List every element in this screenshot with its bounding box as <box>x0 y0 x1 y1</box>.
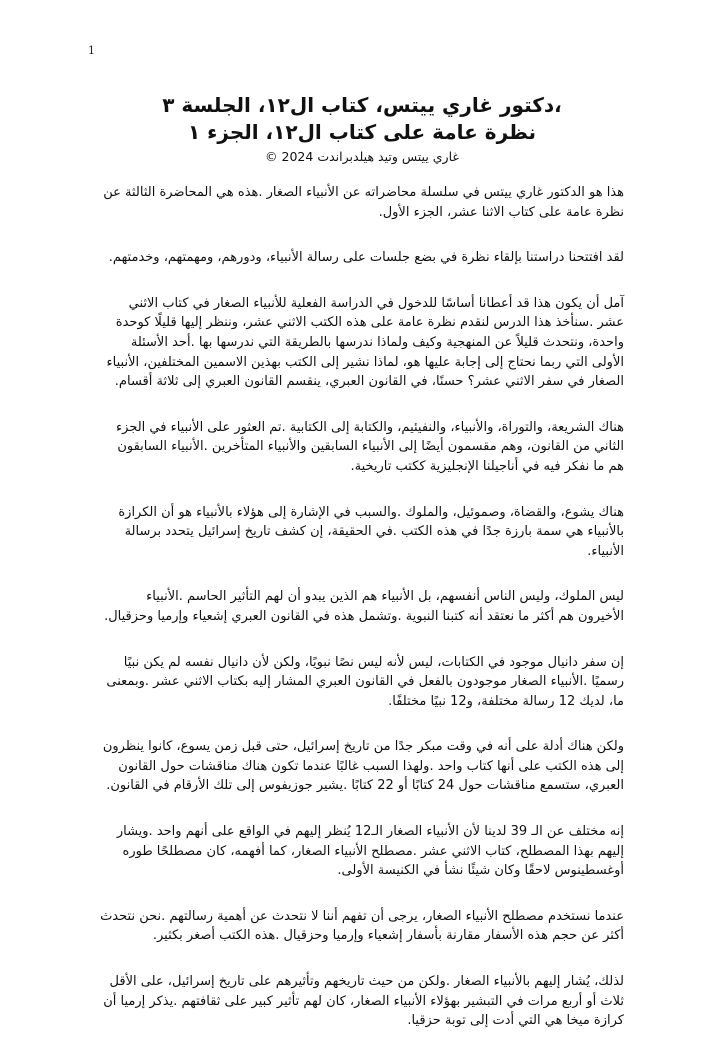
paragraph-7: إن سفر دانيال موجود في الكتابات، ليس لأنه ليس نصًا نبويًا، ولكن لأن دانيال نفسه لم يكن نبيًا رسميًا .الأنبياء الصغار موجودون بالفعل في القانون العبري المشار إليه بكتاب الاثني عشر .وبمعنى ما، لديك 12 رسالة مختلفة، و12 نبيًا مختلفًا. <box>106 654 624 709</box>
paragraph-4: هناك الشريعة، والتوراة، والأنبياء، والنفيئيم، والكتابة إلى الكتابية .تم العثور على الأنبياء في الجزء الثاني من القانون، وهم مقسمون أيضًا إلى الأنبياء السابقين والأنبياء المتأخرين .الأنبياء السابقون هم ما نفكر فيه في أناجيلنا الإنجليزية ككتب تاريخية. <box>116 419 624 474</box>
document-body <box>100 183 624 1057</box>
paragraph-5: هناك يشوع، والقضاة، وصموئيل، والملوك .والسبب في الإشارة إلى هؤلاء بالأنبياء هو أن الكرازة بالأنبياء هي سمة بارزة جدًا في هذه الكتب .في الحقيقة، إن كشف تاريخ إسرائيل يتحدد برسالة الأنبياء. <box>118 504 624 559</box>
title-line-2: نظرة عامة على كتاب ال١٢، الجزء ١ <box>187 120 537 144</box>
author-copyright: غاري ييتس وتيد هيلدبراندت 2024 © <box>265 149 459 164</box>
paragraph-8: ولكن هناك أدلة على أنه في وقت مبكر جدًا من تاريخ إسرائيل، حتى قبل زمن يسوع، كانوا ينظرون إلى هذه الكتب على أنها كتاب واحد .ولهذا السبب غالبًا عندما تكون هناك مناقشات حول القانون العبري، ستسمع مناقشات حول 24 كتابًا أو 22 كتابًا .يشير جوزيفوس إلى تلك الأرقام في القانون. <box>102 739 624 794</box>
paragraph-11: لذلك، يُشار إليهم بالأنبياء الصغار .ولكن من حيث تاريخهم وتأثيرهم على تاريخ إسرائيل، على الأقل ثلاث أو أربع مرات في التبشير بهؤلاء الأنبياء الصغار، كان لهم تأثير كبير على ثقافتهم .يذكر إرميا أن كرازة ميخا هي التي أدت إلى توبة حزقيا. <box>103 974 624 1029</box>
paragraph-2: لقد افتتحنا دراستنا بإلقاء نظرة في بضع جلسات على رسالة الأنبياء، ودورهم، ومهمتهم، وخدمتهم. <box>108 250 624 266</box>
paragraph-9: إنه مختلف عن الـ 39 لدينا لأن الأنبياء الصغار الـ12 يُنظر إليهم في الواقع على أنهم واحد .ويشار إليهم بهذا المصطلح، كتاب الاثني عشر .مصطلح الأنبياء الصغار، كما أفهمه، كان مصطلحًا طوره أوغسطينوس لاحقًا وكان شيئًا نشأ في الكنيسة الأولى. <box>116 824 624 879</box>
paragraph-6: ليس الملوك، وليس الناس أنفسهم، بل الأنبياء هم الذين يبدو أن لهم التأثير الحاسم .الأنبياء الأخيرون هم أكثر ما نعتقد أنه كتبنا النبوية .وتشمل هذه في القانون العبري إشعياء وإرميا وحزقيال. <box>104 589 624 624</box>
paragraph-10: عندما نستخدم مصطلح الأنبياء الصغار، يرجى أن تفهم أننا لا نتحدث عن أهمية رسالتهم .نحن نتحدث أكثر عن حجم هذه الأسفار مقارنة بأسفار إشعياء وإرميا وحزقيال .هذه الكتب أصغر بكثير. <box>100 908 624 944</box>
document-header <box>100 92 624 166</box>
title-line-1: ،دكتور غاري ييتس، كتاب ال١٢، الجلسة ٣ <box>162 93 562 117</box>
paragraph-3: آمل أن يكون هذا قد أعطانا أساسًا للدخول في الدراسة الفعلية للأنبياء الصغار في كتاب الاثني عشر .سنأخذ هذا الدرس لنقدم نظرة عامة على هذه الكتب الاثني عشر، وننظر إليها قليلًا كوحدة واحدة، ونتحدث قليلاً عن المنهجية وكيف ولماذا ندرسها بالطريقة التي ندرسها بها .أحد الأسئلة الأولى التي ربما نحتاج إلى إجابة عليها هو، لماذا نشير إلى الكتب بهذين الاسمين المختلفين، الأنبياء الصغار في سفر الاثني عشر؟ حسنًا، في القانون العبري، ينقسم القانون العبري إلى ثلاثة أقسام. <box>106 295 624 390</box>
paragraph-1: هذا هو الدكتور غاري ييتس في سلسلة محاضراته عن الأنبياء الصغار .هذه هي المحاضرة الثالثة عن نظرة عامة على كتاب الاثنا عشر، الجزء الأول. <box>103 185 624 220</box>
page-number: 1 <box>88 44 95 57</box>
